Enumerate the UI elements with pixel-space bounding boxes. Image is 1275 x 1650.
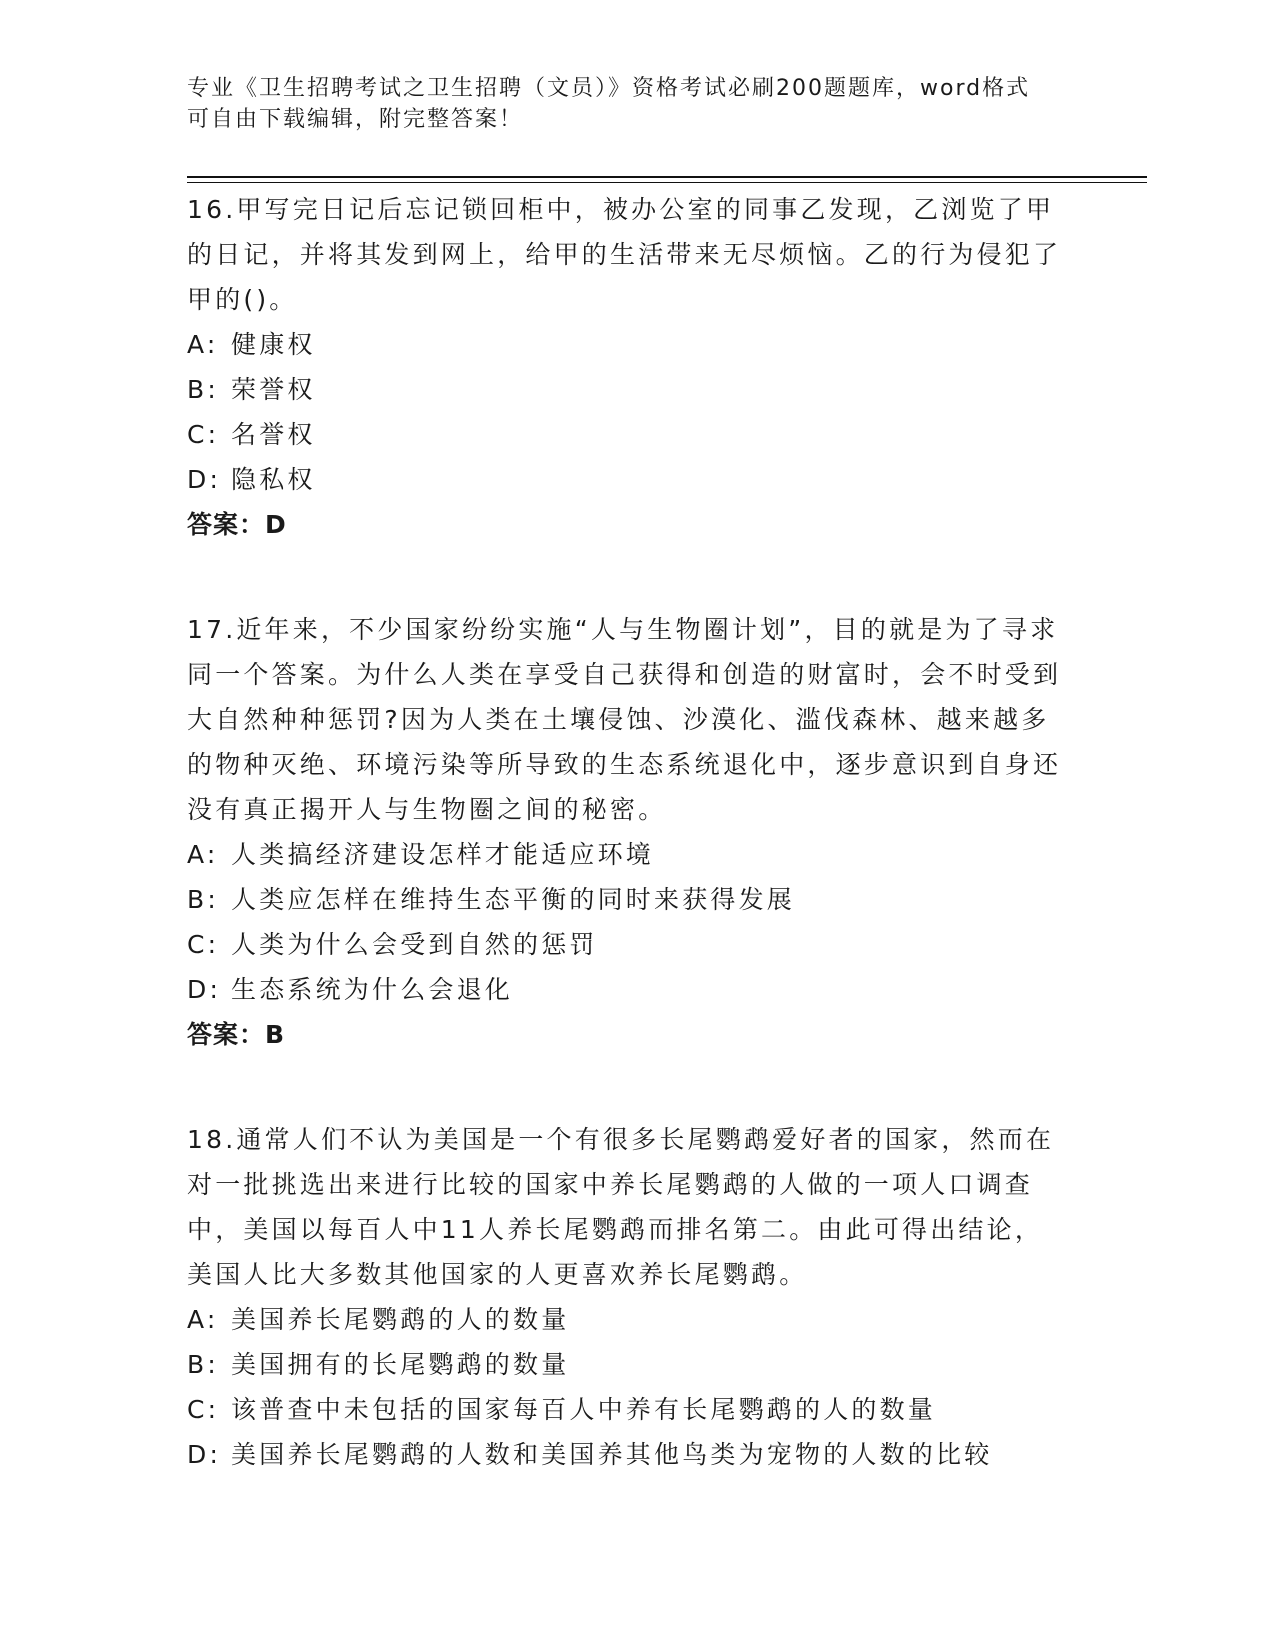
- option-b: [187, 877, 1067, 922]
- question-18: [187, 1117, 1067, 1477]
- option-letter: B:: [187, 1350, 219, 1379]
- option-text: 人类应怎样在维持生态平衡的同时来获得发展: [231, 885, 796, 914]
- option-a: [187, 832, 1067, 877]
- option-letter: D:: [187, 465, 222, 494]
- option-letter: D:: [187, 1440, 222, 1469]
- question-stem: 18.通常人们不认为美国是一个有很多长尾鹦鹉爱好者的国家，然而在对一批挑选出来进行比较的国家中养长尾鹦鹉的人做的一项人口调查中，美国以每百人中11人养长尾鹦鹉而排名第二。由此可得出结论，美国人比大多数其他国家的人更喜欢养长尾鹦鹉。: [187, 1125, 1055, 1289]
- option-letter: A:: [187, 840, 219, 869]
- option-d: [187, 967, 1067, 1012]
- option-b: [187, 367, 1067, 412]
- option-text: 美国养长尾鹦鹉的人数和美国养其他鸟类为宠物的人数的比较: [231, 1440, 993, 1469]
- header-divider: [187, 176, 1147, 178]
- option-text: 美国拥有的长尾鹦鹉的数量: [231, 1350, 570, 1379]
- option-letter: C:: [187, 420, 220, 449]
- option-text: 人类搞经济建设怎样才能适应环境: [231, 840, 655, 869]
- question-16: [187, 187, 1067, 547]
- option-text: 美国养长尾鹦鹉的人的数量: [231, 1305, 570, 1334]
- option-c: [187, 1387, 1067, 1432]
- document-header: [187, 73, 1057, 135]
- option-letter: D:: [187, 975, 222, 1004]
- option-a: [187, 322, 1067, 367]
- option-letter: B:: [187, 375, 219, 404]
- question-list: [187, 187, 1067, 1537]
- option-text: 健康权: [231, 330, 316, 359]
- option-text: 隐私权: [231, 465, 316, 494]
- option-text: 生态系统为什么会退化: [231, 975, 514, 1004]
- option-letter: B:: [187, 885, 219, 914]
- header-line-1: 专业《卫生招聘考试之卫生招聘（文员）》资格考试必刷200题题库，word格式: [187, 76, 1031, 101]
- question-stem: 16.甲写完日记后忘记锁回柜中，被办公室的同事乙发现，乙浏览了甲的日记，并将其发到网上，给甲的生活带来无尽烦恼。乙的行为侵犯了甲的()。: [187, 195, 1062, 314]
- option-d: [187, 457, 1067, 502]
- option-c: [187, 412, 1067, 457]
- option-d: [187, 1432, 1067, 1477]
- question-17: [187, 607, 1067, 1057]
- option-text: 名誉权: [231, 420, 316, 449]
- header-divider-thin: [187, 182, 1147, 183]
- option-b: [187, 1342, 1067, 1387]
- option-a: [187, 1297, 1067, 1342]
- option-text: 人类为什么会受到自然的惩罚: [231, 930, 598, 959]
- question-stem: 17.近年来，不少国家纷纷实施“人与生物圈计划”，目的就是为了寻求同一个答案。为什么人类在享受自己获得和创造的财富时，会不时受到大自然种种惩罚?因为人类在土壤侵蚀、沙漠化、滥伐森林、越来越多的物种灭绝、环境污染等所导致的生态系统退化中，逐步意识到自身还没有真正揭开人与生物圈之间的秘密。: [187, 615, 1062, 824]
- option-letter: A:: [187, 1305, 219, 1334]
- option-letter: C:: [187, 1395, 220, 1424]
- option-letter: A:: [187, 330, 219, 359]
- answer-key: 答案：D: [187, 510, 287, 539]
- option-text: 该普查中未包括的国家每百人中养有长尾鹦鹉的人的数量: [231, 1395, 937, 1424]
- option-text: 荣誉权: [231, 375, 316, 404]
- option-c: [187, 922, 1067, 967]
- answer-key: 答案：B: [187, 1020, 286, 1049]
- option-letter: C:: [187, 930, 220, 959]
- header-line-2: 可自由下载编辑，附完整答案！: [187, 107, 524, 132]
